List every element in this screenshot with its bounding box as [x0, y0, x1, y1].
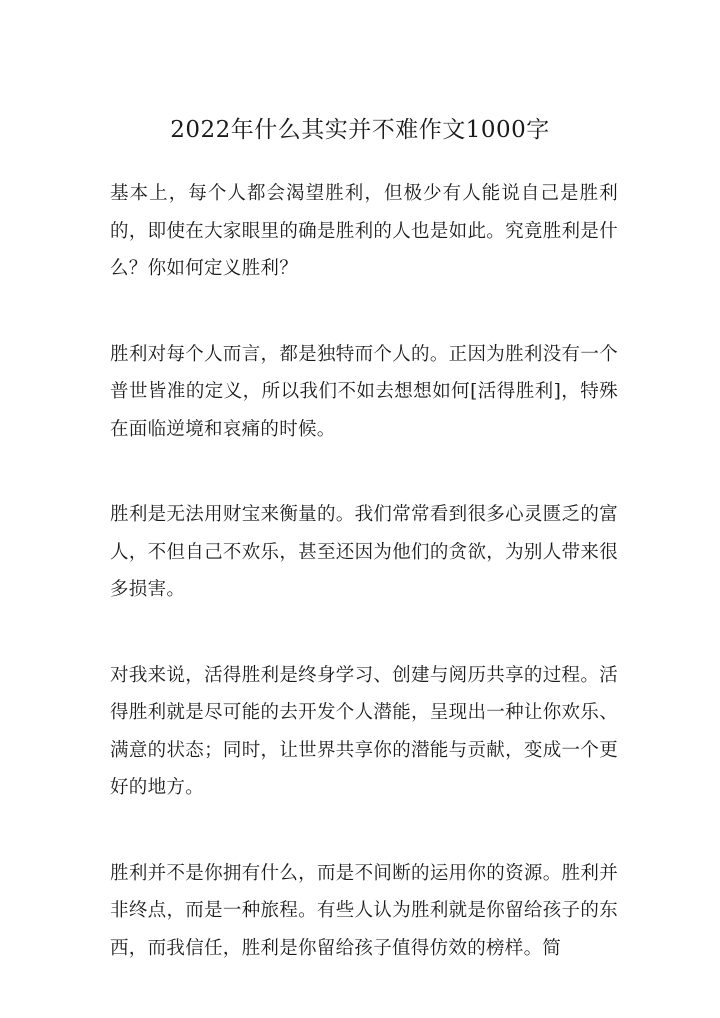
document-title: 2022年什么其实并不难作文1000字 [170, 117, 550, 143]
paragraph: 胜利对每个人而言，都是独特而个人的。正因为胜利没有一个普世皆准的定义，所以我们不如去想想如何[活得胜利]，特殊在面临逆境和哀痛的时候。 [110, 343, 618, 440]
paragraph: 胜利并不是你拥有什么，而是不间断的运用你的资源。胜利并非终点，而是一种旅程。有些人认为胜利就是你留给孩子的东西，而我信任，胜利是你留给孩子值得仿效的榜样。简 [110, 862, 618, 959]
paragraph: 胜利是无法用财宝来衡量的。我们常常看到很多心灵匮乏的富人，不但自己不欢乐，甚至还因为他们的贪欲，为别人带来很多损害。 [110, 504, 618, 600]
paragraph: 对我来说，活得胜利是终身学习、创建与阅历共享的过程。活得胜利就是尽可能的去开发个人潜能，呈现出一种让你欢乐、满意的状态；同时，让世界共享你的潜能与贡献，变成一个更好的地方。 [110, 664, 618, 798]
document-body [110, 175, 618, 1015]
paragraph: 基本上，每个人都会渴望胜利，但极少有人能说自己是胜利的，即使在大家眼里的确是胜利的人也是如此。究竟胜利是什么？你如何定义胜利？ [110, 183, 618, 279]
